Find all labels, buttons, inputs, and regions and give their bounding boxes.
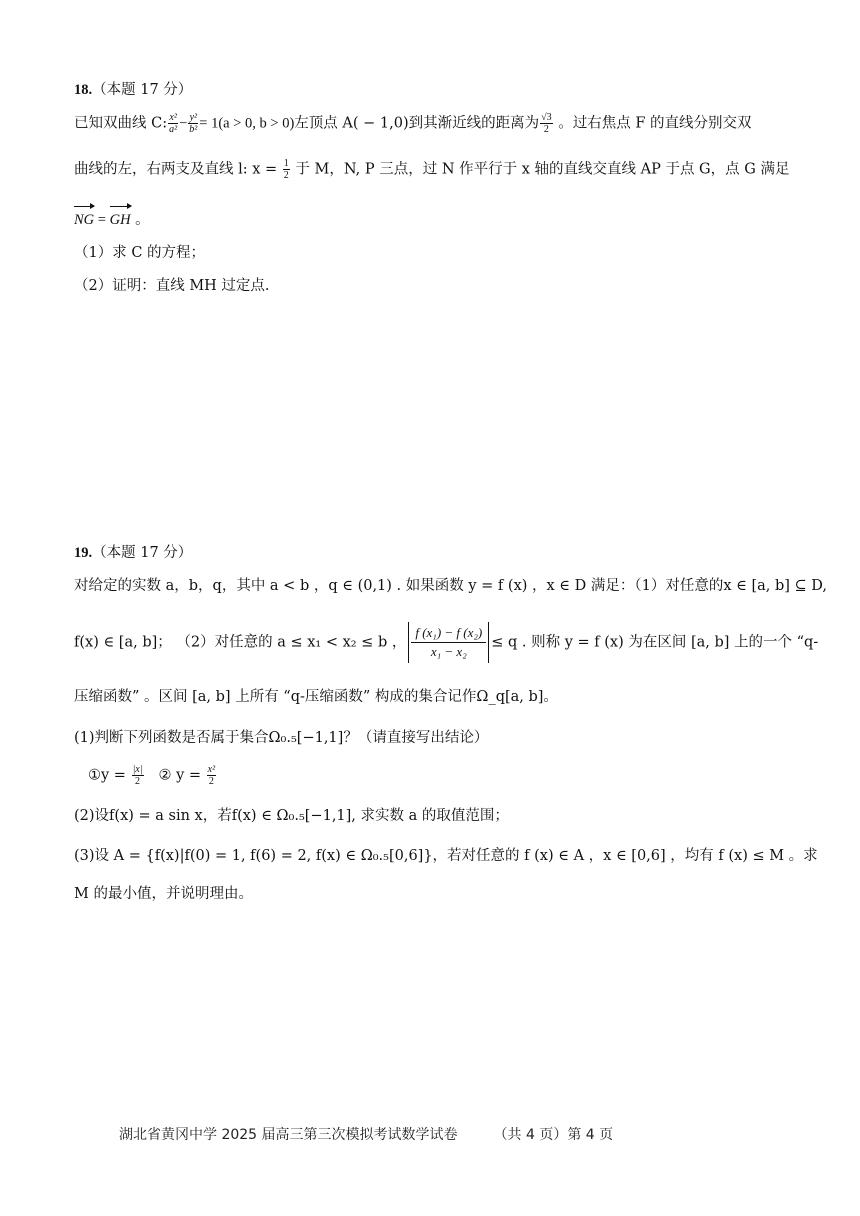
q19-part1-functions bbox=[88, 764, 217, 787]
q19-part3-line1: (3)设 A = {f(x)|f(0) = 1, f(6) = 2, f(x) ∈ Ω₀.₅[0,6]}，若对任意的 f (x) ∈ A ，x ∈ [0,6] ，均有 f (x) ≤ M 。求 bbox=[74, 848, 818, 864]
q18-line3-tail: 。 bbox=[130, 212, 150, 228]
page-footer bbox=[119, 1124, 613, 1144]
q19-number: 19. bbox=[74, 545, 93, 561]
footer-page-number: （共 4 页）第 4 页 bbox=[493, 1127, 614, 1143]
q18-line3 bbox=[74, 204, 150, 230]
function-2-prefix: ② y = bbox=[158, 767, 206, 784]
q18-part2: （2）证明：直线 MH 过定点. bbox=[74, 278, 270, 294]
q19-line2-text-a: f(x) ∈ [a, b]； （2）对任意的 a ≤ x₁ < x₂ ≤ b ， bbox=[74, 634, 407, 651]
function-1-fraction: $\frac{|x|}{2}$ bbox=[132, 764, 143, 787]
q18-line2-text-b: 于 M，N, P 三点，过 N 作平行于 x 轴的直线交直线 AP 于点 G，点 G 满足 bbox=[290, 161, 790, 178]
q19-line2 bbox=[74, 622, 818, 663]
distance-fraction: $\frac{√3}{2}$ bbox=[541, 112, 552, 135]
q19-part1: (1)判断下列函数是否属于集合Ω₀.₅[−1,1]？（请直接写出结论） bbox=[74, 730, 489, 746]
q18-line1-text-c: 。过右焦点 F 的直线分别交双 bbox=[553, 115, 752, 132]
q18-number: 18. bbox=[74, 82, 93, 98]
vector-gh: GH bbox=[110, 204, 131, 230]
q19-score: （本题 17 分） bbox=[92, 545, 193, 561]
q18-header bbox=[74, 80, 192, 100]
function-1-prefix: ①y = bbox=[88, 767, 131, 784]
q19-part3-line2: M 的最小值，并说明理由。 bbox=[74, 886, 253, 902]
function-2-fraction: $\frac{\text{x²}}{2}$ bbox=[207, 764, 216, 787]
hyperbola-equation-rhs: = 1(a > 0, b > 0) bbox=[199, 115, 295, 132]
footer-title: 湖北省黄冈中学 2025 届高三第三次模拟考试数学试卷 bbox=[119, 1127, 458, 1143]
q19-part2: (2)设f(x) = a sin x，若f(x) ∈ Ω₀.₅[−1,1], 求实数 a 的取值范围； bbox=[74, 808, 509, 824]
q18-line1-text-b: 左顶点 A( − 1,0)到其渐近线的距离为 bbox=[294, 115, 540, 132]
q18-part1: （1）求 C 的方程； bbox=[74, 245, 206, 261]
vector-ng: NG bbox=[74, 204, 94, 230]
hyperbola-y-term: $\frac{\text{y²}}{\text{b²}}$ bbox=[189, 112, 198, 135]
q18-line2 bbox=[74, 158, 789, 181]
q19-line2-text-b: ≤ q . 则称 y = f (x) 为在区间 [a, b] 上的一个 “q- bbox=[491, 634, 819, 651]
half-fraction: $\frac{1}{2}$ bbox=[283, 158, 289, 181]
q19-line1: 对给定的实数 a，b，q，其中 a < b ，q ∈ (0,1) . 如果函数 y = f (x) ，x ∈ D 满足：（1）对任意的x ∈ [a, b] ⊆ D, bbox=[74, 578, 828, 594]
hyperbola-x-term: $\frac{\text{x²}}{\text{a²}}$ bbox=[169, 112, 178, 135]
q18-line1: 已知双曲线 C: $\frac{\text{x²}}{\text{a²}}$ − $\frac{\text{y²}}{\text{b²}}$ = 1(a > 0, b > 0)左顶点 A( − 1,0)到其渐近线的距离为 $\frac{√3}{2}$ 。过右焦点 F 的直线分别交双 bbox=[74, 112, 752, 135]
difference-quotient: $\frac{\text{f (x₁) − f (x₂)}}{\text{x₁ − x₂}}$ bbox=[408, 622, 489, 663]
q18-line1-text-a: 已知双曲线 C: bbox=[74, 115, 168, 132]
q19-line3: 压缩函数” 。区间 [a, b] 上所有 “q-压缩函数” 构成的集合记作Ω_q[a, b]。 bbox=[74, 689, 558, 705]
q18-line2-text-a: 曲线的左，右两支及直线 l: x = bbox=[74, 161, 282, 178]
q19-header bbox=[74, 543, 192, 563]
q18-score: （本题 17 分） bbox=[92, 82, 193, 98]
vector-equals: = bbox=[94, 212, 110, 228]
